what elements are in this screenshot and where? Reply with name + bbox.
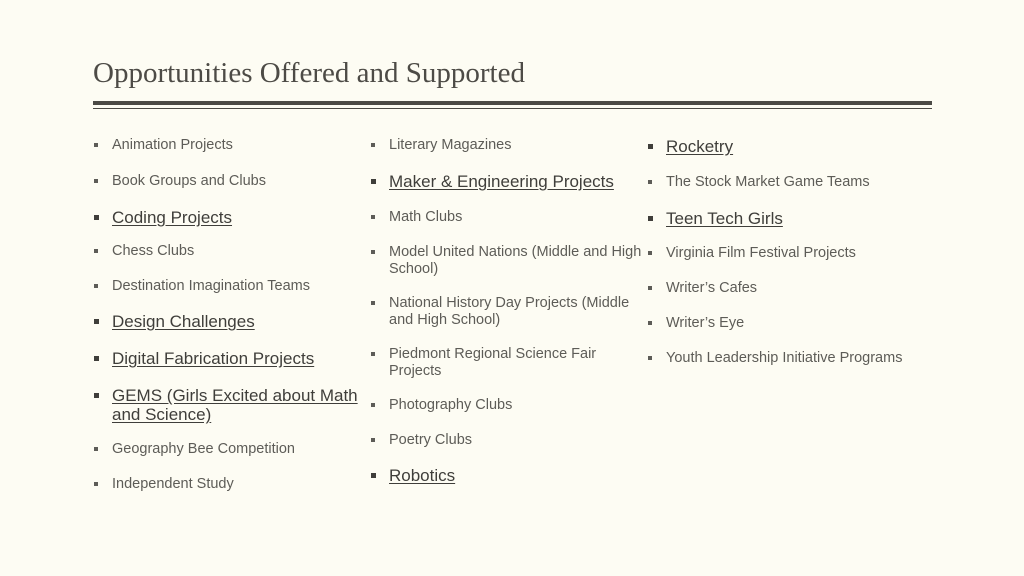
list-item: The Stock Market Game Teams — [647, 174, 929, 191]
list-item: Model United Nations (Middle and High School) — [370, 244, 650, 278]
list-item: Literary Magazines — [370, 137, 650, 154]
list-item: Piedmont Regional Science Fair Projects — [370, 346, 650, 380]
list-item: Virginia Film Festival Projects — [647, 245, 929, 262]
slide-title: Opportunities Offered and Supported — [93, 57, 525, 89]
list-item-link[interactable]: Teen Tech Girls — [647, 209, 929, 228]
list-item-link[interactable]: Digital Fabrication Projects — [93, 349, 359, 368]
column-1-list — [93, 137, 359, 493]
title-rule-thick — [93, 101, 932, 105]
list-item: Photography Clubs — [370, 397, 650, 414]
list-item: Poetry Clubs — [370, 432, 650, 449]
list-item: Book Groups and Clubs — [93, 173, 359, 190]
column-3-list — [647, 137, 929, 367]
list-item: Destination Imagination Teams — [93, 278, 359, 295]
list-item-link[interactable]: Rocketry — [647, 137, 929, 156]
list-item: Youth Leadership Initiative Programs — [647, 350, 929, 367]
list-item: Independent Study — [93, 476, 359, 493]
column-2-list — [370, 137, 650, 485]
list-item: Math Clubs — [370, 209, 650, 226]
title-rule-thin — [93, 108, 932, 109]
list-item: Writer’s Cafes — [647, 280, 929, 297]
list-item-link[interactable]: Design Challenges — [93, 312, 359, 331]
list-item: Writer’s Eye — [647, 315, 929, 332]
list-item-link[interactable]: GEMS (Girls Excited about Math and Science) — [93, 386, 359, 424]
list-item: National History Day Projects (Middle and High School) — [370, 295, 650, 329]
list-item: Geography Bee Competition — [93, 441, 359, 458]
list-item-link[interactable]: Coding Projects — [93, 208, 359, 227]
list-item: Animation Projects — [93, 137, 359, 154]
list-item: Chess Clubs — [93, 243, 359, 260]
list-item-link[interactable]: Maker & Engineering Projects — [370, 172, 650, 191]
list-item-link[interactable]: Robotics — [370, 466, 650, 485]
